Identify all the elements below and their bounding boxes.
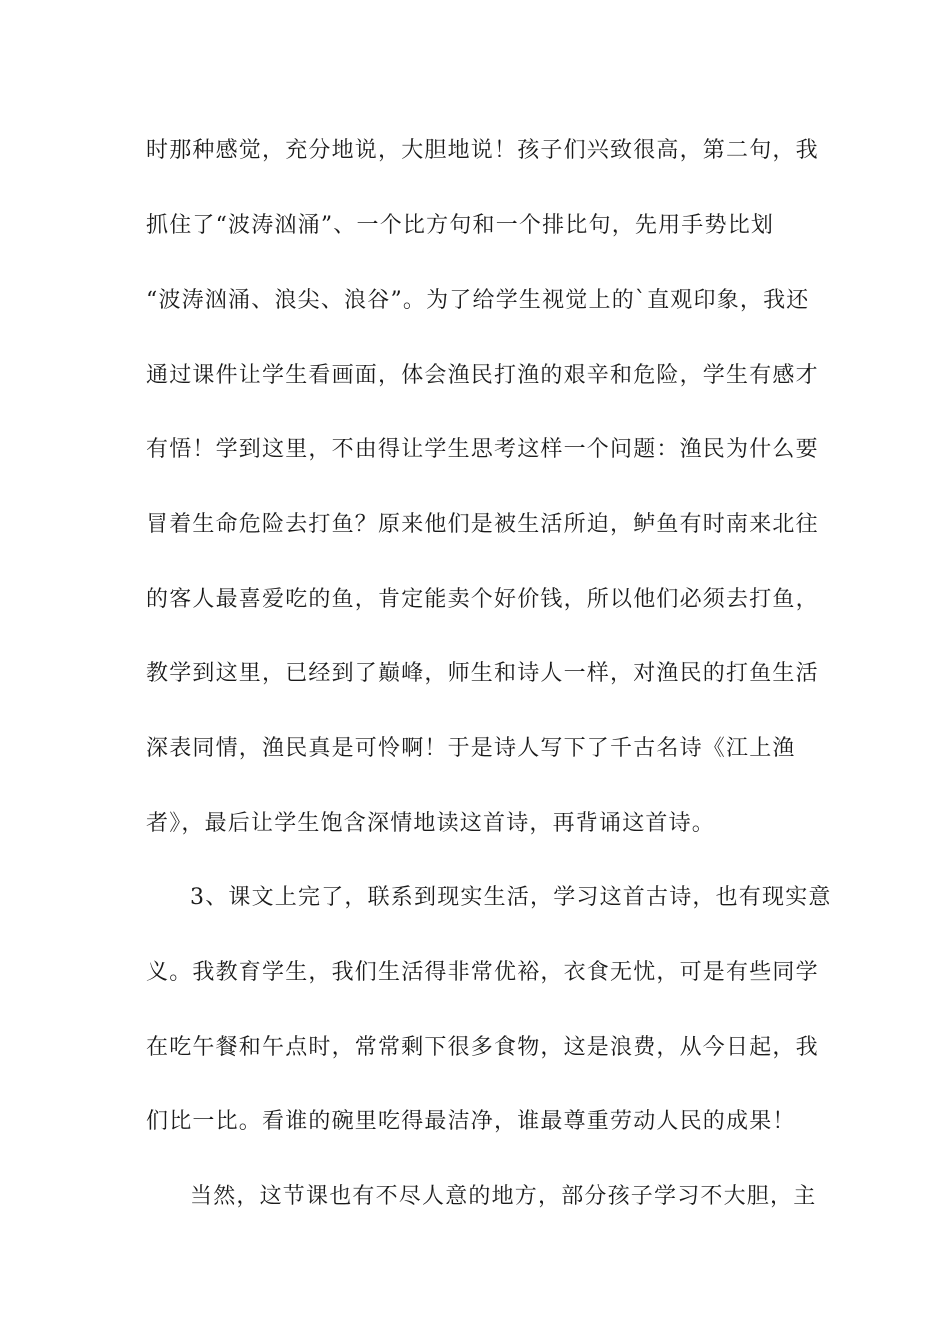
text-line: 者》，最后让学生饱含深情地读这首诗，再背诵这首诗。 [146,811,716,836]
text-line: 教学到这里，已经到了巅峰，师生和诗人一样，对渔民的打鱼生活 [146,661,819,686]
paragraph-start-line: 3、课文上完了，联系到现实生活，学习这首古诗，也有现实意 [190,885,832,910]
text-line: “波涛汹涌、浪尖、浪谷”。为了给学生视觉上的`直观印象，我还 [146,288,810,313]
text-line: 抓住了“波涛汹涌”、一个比方句和一个排比句，先用手势比划 [146,213,775,238]
text-line: 的客人最喜爱吃的鱼，肯定能卖个好价钱，所以他们必须去打鱼， [146,587,819,612]
text-line: 们比一比。看谁的碗里吃得最洁净，谁最尊重劳动人民的成果！ [146,1109,796,1134]
text-line: 有悟！学到这里，不由得让学生思考这样一个问题：渔民为什么要 [146,437,819,462]
text-line: 义。我教育学生，我们生活得非常优裕，衣食无忧，可是有些同学 [146,960,819,985]
text-line: 在吃午餐和午点时，常常剩下很多食物，这是浪费，从今日起，我 [146,1035,819,1060]
text-line: 深表同情，渔民真是可怜啊！于是诗人写下了千古名诗《江上渔 [146,736,796,761]
text-line: 时那种感觉，充分地说，大胆地说！孩子们兴致很高，第二句，我 [146,138,819,163]
text-line: 通过课件让学生看画面，体会渔民打渔的艰辛和危险，学生有感才 [146,363,819,388]
text-line: 冒着生命危险去打鱼？原来他们是被生活所迫，鲈鱼有时南来北往 [146,512,819,537]
paragraph-start-line: 当然，这节课也有不尽人意的地方，部分孩子学习不大胆，主 [190,1184,817,1209]
